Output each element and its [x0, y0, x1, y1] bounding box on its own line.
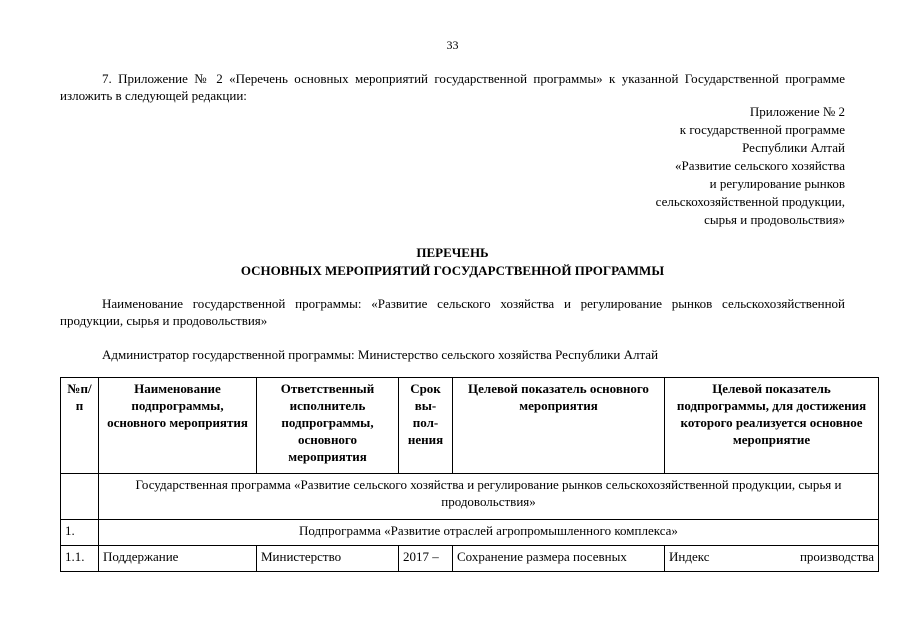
measure-name-cell: Поддержание: [99, 546, 257, 572]
table-row: [61, 474, 879, 520]
subprogram-row-text: Подпрограмма «Развитие отраслей агропромышленного комплекса»: [99, 520, 879, 546]
document-heading: [60, 244, 845, 280]
row-number: 1.: [61, 520, 99, 546]
intro-paragraph: 7. Приложение № 2 «Перечень основных мероприятий государственной программы» к указанной Государственной программе изложить в следующей редакции:: [60, 71, 845, 103]
heading-title: ПЕРЕЧЕНЬ: [416, 245, 489, 260]
heading-subtitle: ОСНОВНЫХ МЕРОПРИЯТИЙ ГОСУДАРСТВЕННОЙ ПРОГРАММЫ: [240, 263, 665, 278]
row-number: 1.1.: [61, 546, 99, 572]
appendix-line: к государственной программе: [679, 122, 845, 137]
header-cell: Ответственный исполнитель подпрограммы, основного мероприятия: [257, 378, 399, 474]
program-row-text: Государственная программа «Развитие сельского хозяйства и регулирование рынков сельскохозяйственной продукции, сырья и продовольствия»: [99, 474, 879, 520]
header-cell: Целевой показатель подпрограммы, для достижения которого реализуется основное мероприятие: [665, 378, 879, 474]
table-row: [61, 546, 879, 572]
header-cell: №п/п: [61, 378, 99, 474]
appendix-line: сырья и продовольствия»: [704, 212, 845, 227]
appendix-block: [525, 103, 845, 229]
program-name-paragraph: Наименование государственной программы: «Развитие сельского хозяйства и регулирование рынков сельскохозяйственной продукции, сырья и продовольствия»: [60, 296, 845, 328]
appendix-line: Приложение № 2: [749, 104, 845, 119]
appendix-line: и регулирование рынков: [709, 176, 845, 191]
executor-cell: Министерство: [257, 546, 399, 572]
table-row: [61, 520, 879, 546]
table-header-row: [61, 378, 879, 474]
appendix-line: Республики Алтай: [742, 140, 845, 155]
target-indicator-cell: [665, 546, 879, 572]
header-cell: Наименование подпрограммы, основного мероприятия: [99, 378, 257, 474]
header-cell: Срок вы- пол- нения: [399, 378, 453, 474]
page-number: 33: [446, 38, 459, 52]
header-cell: Целевой показатель основного мероприятия: [453, 378, 665, 474]
empty-cell: [61, 474, 99, 520]
measures-table: [60, 377, 879, 572]
appendix-line: сельскохозяйственной продукции,: [655, 194, 845, 209]
appendix-line: «Развитие сельского хозяйства: [675, 158, 845, 173]
administrator-paragraph: Администратор государственной программы: Министерство сельского хозяйства Республики Алтай: [102, 347, 659, 362]
indicator-cell: Сохранение размера посевных: [453, 546, 665, 572]
target-word: производства: [799, 549, 874, 564]
target-word: Индекс: [669, 549, 710, 564]
term-cell: 2017 –: [399, 546, 453, 572]
